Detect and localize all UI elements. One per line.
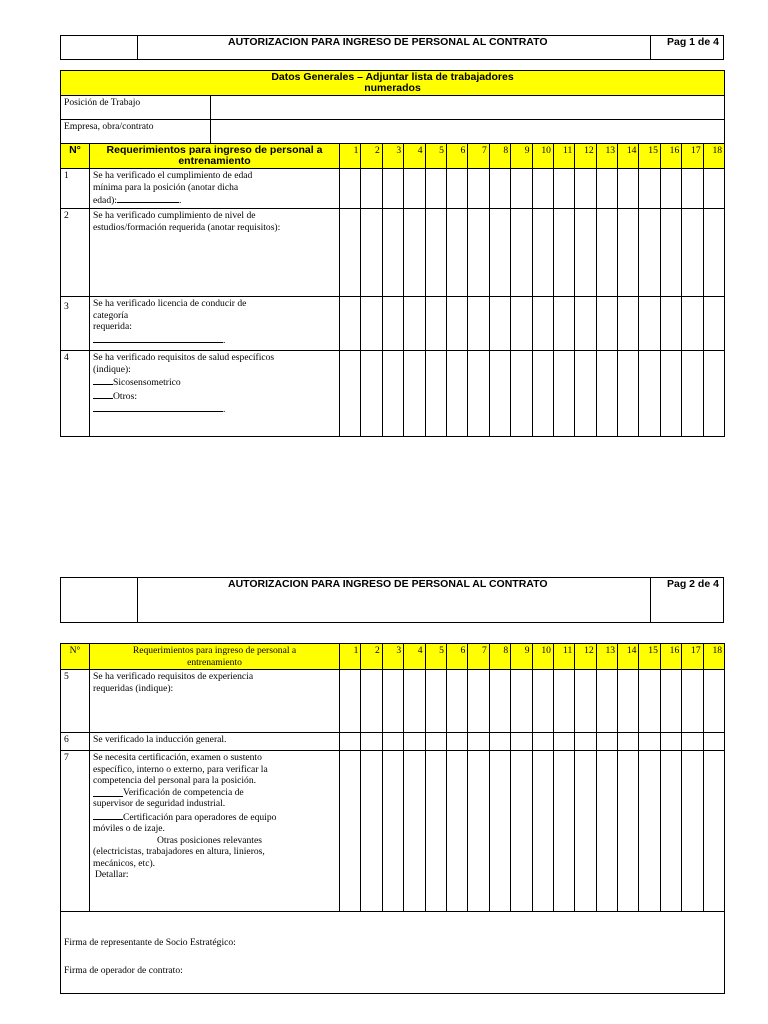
worker-check-cell-18[interactable]	[703, 670, 724, 733]
worker-col-17: 17	[682, 144, 703, 169]
row-number: 4	[61, 351, 90, 437]
worker-check-cell-2[interactable]	[361, 733, 382, 751]
requirement-text: Se ha verificado requisitos de salud específicos (indique): Sicosensometrico Otros: .	[90, 351, 340, 437]
worker-check-cell-15[interactable]	[639, 670, 660, 733]
worker-check-cell-9[interactable]	[511, 751, 532, 912]
worker-check-cell-11[interactable]	[553, 733, 574, 751]
worker-col-2: 2	[361, 644, 382, 670]
page1-requirements-table	[60, 143, 725, 437]
worker-check-cell-13[interactable]	[596, 297, 617, 351]
worker-check-cell-16[interactable]	[660, 169, 681, 209]
worker-col-3: 3	[382, 644, 403, 670]
worker-check-cell-17[interactable]	[682, 751, 703, 912]
worker-check-cell-5[interactable]	[425, 670, 446, 733]
worker-check-cell-8[interactable]	[489, 169, 510, 209]
worker-check-cell-18[interactable]	[703, 209, 724, 297]
row-number: 6	[61, 733, 90, 751]
worker-col-14: 14	[618, 144, 639, 169]
worker-check-cell-15[interactable]	[639, 209, 660, 297]
worker-check-cell-6[interactable]	[446, 670, 467, 733]
requirement-text: Se verificado la inducción general.	[90, 733, 340, 751]
worker-check-cell-5[interactable]	[425, 169, 446, 209]
worker-check-cell-2[interactable]	[361, 169, 382, 209]
worker-check-cell-15[interactable]	[639, 351, 660, 437]
page2-header-blank-cell	[61, 578, 138, 622]
worker-check-cell-10[interactable]	[532, 297, 553, 351]
worker-check-cell-5[interactable]	[425, 297, 446, 351]
worker-check-cell-17[interactable]	[682, 209, 703, 297]
worker-check-cell-17[interactable]	[682, 670, 703, 733]
worker-check-cell-9[interactable]	[511, 351, 532, 437]
worker-check-cell-8[interactable]	[489, 733, 510, 751]
worker-col-11: 11	[553, 644, 574, 670]
worker-check-cell-10[interactable]	[532, 670, 553, 733]
row-number: 5	[61, 670, 90, 733]
requirement-text: Se ha verificado requisitos de experiencia requeridas (indique):	[90, 670, 340, 733]
worker-check-cell-2[interactable]	[361, 751, 382, 912]
worker-check-cell-2[interactable]	[361, 670, 382, 733]
worker-col-14: 14	[618, 644, 639, 670]
page1-header-blank-cell	[61, 36, 138, 59]
company-field[interactable]	[211, 120, 725, 144]
worker-check-cell-13[interactable]	[596, 670, 617, 733]
worker-check-cell-14[interactable]	[618, 670, 639, 733]
requirement-text: Se ha verificado cumplimiento de nivel de estudios/formación requerida (anotar requisitos):	[90, 209, 340, 297]
row-number: 1	[61, 169, 90, 209]
worker-col-6: 6	[446, 144, 467, 169]
worker-check-cell-16[interactable]	[660, 297, 681, 351]
position-field[interactable]	[211, 96, 725, 120]
worker-check-cell-3[interactable]	[382, 169, 403, 209]
worker-check-cell-3[interactable]	[382, 751, 403, 912]
worker-check-cell-7[interactable]	[468, 297, 489, 351]
worker-check-cell-15[interactable]	[639, 169, 660, 209]
worker-check-cell-12[interactable]	[575, 751, 596, 912]
worker-check-cell-3[interactable]	[382, 297, 403, 351]
worker-check-cell-18[interactable]	[703, 169, 724, 209]
worker-check-cell-13[interactable]	[596, 169, 617, 209]
worker-check-cell-16[interactable]	[660, 751, 681, 912]
worker-check-cell-6[interactable]	[446, 751, 467, 912]
worker-col-13: 13	[596, 644, 617, 670]
worker-check-cell-14[interactable]	[618, 351, 639, 437]
page1-header	[60, 35, 724, 60]
worker-check-cell-2[interactable]	[361, 297, 382, 351]
worker-check-cell-6[interactable]	[446, 297, 467, 351]
worker-check-cell-1[interactable]	[340, 209, 361, 297]
worker-check-cell-12[interactable]	[575, 351, 596, 437]
worker-col-13: 13	[596, 144, 617, 169]
worker-check-cell-14[interactable]	[618, 209, 639, 297]
worker-check-cell-4[interactable]	[404, 169, 425, 209]
worker-check-cell-14[interactable]	[618, 169, 639, 209]
worker-check-cell-17[interactable]	[682, 351, 703, 437]
worker-check-cell-13[interactable]	[596, 733, 617, 751]
worker-check-cell-3[interactable]	[382, 209, 403, 297]
worker-col-7: 7	[468, 144, 489, 169]
worker-check-cell-16[interactable]	[660, 351, 681, 437]
page2-header	[60, 577, 724, 623]
worker-check-cell-17[interactable]	[682, 733, 703, 751]
worker-check-cell-3[interactable]	[382, 733, 403, 751]
worker-check-cell-12[interactable]	[575, 169, 596, 209]
worker-check-cell-12[interactable]	[575, 670, 596, 733]
worker-check-cell-8[interactable]	[489, 209, 510, 297]
worker-check-cell-4[interactable]	[404, 209, 425, 297]
worker-col-10: 10	[532, 644, 553, 670]
worker-col-5: 5	[425, 144, 446, 169]
col-header-no: N°	[61, 644, 90, 670]
page2-page-number: Pag 2 de 4	[667, 578, 719, 590]
worker-check-cell-4[interactable]	[404, 733, 425, 751]
worker-check-cell-5[interactable]	[425, 209, 446, 297]
worker-check-cell-10[interactable]	[532, 733, 553, 751]
col-header-requirements: Requerimientos para ingreso de personal a entrenamiento	[90, 644, 340, 670]
worker-check-cell-16[interactable]	[660, 733, 681, 751]
worker-check-cell-1[interactable]	[340, 351, 361, 437]
worker-check-cell-1[interactable]	[340, 733, 361, 751]
worker-check-cell-14[interactable]	[618, 297, 639, 351]
worker-check-cell-8[interactable]	[489, 670, 510, 733]
position-label: Posición de Trabajo	[61, 96, 211, 120]
page2-header-title: AUTORIZACION PARA INGRESO DE PERSONAL AL CONTRATO	[228, 578, 548, 590]
row-number: 7	[61, 751, 90, 912]
worker-check-cell-6[interactable]	[446, 209, 467, 297]
worker-check-cell-13[interactable]	[596, 209, 617, 297]
general-data-heading: Datos Generales – Adjuntar lista de trabajadores numerados	[61, 71, 725, 96]
worker-check-cell-4[interactable]	[404, 351, 425, 437]
worker-col-8: 8	[489, 144, 510, 169]
page1-general-table	[60, 70, 725, 144]
worker-check-cell-15[interactable]	[639, 297, 660, 351]
worker-check-cell-5[interactable]	[425, 351, 446, 437]
worker-col-6: 6	[446, 644, 467, 670]
worker-check-cell-18[interactable]	[703, 733, 724, 751]
worker-col-15: 15	[639, 144, 660, 169]
page1-header-title-cell	[138, 36, 651, 59]
worker-check-cell-1[interactable]	[340, 297, 361, 351]
worker-check-cell-12[interactable]	[575, 733, 596, 751]
worker-check-cell-12[interactable]	[575, 209, 596, 297]
worker-col-10: 10	[532, 144, 553, 169]
worker-check-cell-18[interactable]	[703, 351, 724, 437]
worker-col-9: 9	[511, 144, 532, 169]
worker-check-cell-7[interactable]	[468, 733, 489, 751]
worker-check-cell-9[interactable]	[511, 733, 532, 751]
worker-col-16: 16	[660, 144, 681, 169]
worker-col-7: 7	[468, 644, 489, 670]
worker-col-17: 17	[682, 644, 703, 670]
worker-col-12: 12	[575, 644, 596, 670]
worker-check-cell-10[interactable]	[532, 209, 553, 297]
worker-check-cell-15[interactable]	[639, 733, 660, 751]
worker-check-cell-3[interactable]	[382, 670, 403, 733]
worker-check-cell-14[interactable]	[618, 751, 639, 912]
worker-check-cell-9[interactable]	[511, 169, 532, 209]
worker-check-cell-7[interactable]	[468, 209, 489, 297]
worker-check-cell-1[interactable]	[340, 751, 361, 912]
requirement-text: Se ha verificado el cumplimiento de edad mínima para la posición (anotar dicha edad): .	[90, 169, 340, 209]
worker-col-2: 2	[361, 144, 382, 169]
page2-header-title-cell	[138, 578, 651, 622]
worker-check-cell-11[interactable]	[553, 169, 574, 209]
worker-col-1: 1	[340, 644, 361, 670]
worker-check-cell-1[interactable]	[340, 670, 361, 733]
worker-col-12: 12	[575, 144, 596, 169]
worker-col-18: 18	[703, 644, 724, 670]
worker-check-cell-2[interactable]	[361, 209, 382, 297]
worker-check-cell-4[interactable]	[404, 297, 425, 351]
worker-check-cell-18[interactable]	[703, 751, 724, 912]
worker-check-cell-15[interactable]	[639, 751, 660, 912]
col-header-requirements: Requerimientos para ingreso de personal a entrenamiento	[90, 144, 340, 169]
worker-check-cell-11[interactable]	[553, 297, 574, 351]
worker-col-8: 8	[489, 644, 510, 670]
worker-col-11: 11	[553, 144, 574, 169]
worker-check-cell-10[interactable]	[532, 351, 553, 437]
worker-check-cell-9[interactable]	[511, 209, 532, 297]
worker-check-cell-4[interactable]	[404, 751, 425, 912]
worker-check-cell-10[interactable]	[532, 751, 553, 912]
worker-col-1: 1	[340, 144, 361, 169]
worker-check-cell-6[interactable]	[446, 351, 467, 437]
worker-check-cell-11[interactable]	[553, 209, 574, 297]
col-header-no: N°	[61, 144, 90, 169]
worker-check-cell-7[interactable]	[468, 670, 489, 733]
requirement-text: Se necesita certificación, examen o sustento específico, interno o externo, para verificar la competencia del personal para la posición. Verificación de competencia de supervisor de seguridad industrial. Certificación para operadores de equipo móviles o de izaje. Otras posiciones relevantes (electricistas, trabajadores en altura, linieros, mecánicos, etc). Detallar:	[90, 751, 340, 912]
worker-check-cell-5[interactable]	[425, 751, 446, 912]
strategic-partner-signature-label: Firma de representante de Socio Estratégico:	[64, 937, 236, 948]
worker-col-5: 5	[425, 644, 446, 670]
page1-header-title: AUTORIZACION PARA INGRESO DE PERSONAL AL CONTRATO	[228, 36, 548, 48]
worker-check-cell-13[interactable]	[596, 751, 617, 912]
worker-check-cell-2[interactable]	[361, 351, 382, 437]
worker-check-cell-6[interactable]	[446, 169, 467, 209]
worker-check-cell-17[interactable]	[682, 169, 703, 209]
worker-col-9: 9	[511, 644, 532, 670]
worker-check-cell-8[interactable]	[489, 297, 510, 351]
worker-col-15: 15	[639, 644, 660, 670]
worker-check-cell-13[interactable]	[596, 351, 617, 437]
worker-check-cell-18[interactable]	[703, 297, 724, 351]
worker-check-cell-6[interactable]	[446, 733, 467, 751]
worker-check-cell-7[interactable]	[468, 169, 489, 209]
worker-check-cell-17[interactable]	[682, 297, 703, 351]
worker-check-cell-9[interactable]	[511, 297, 532, 351]
worker-col-18: 18	[703, 144, 724, 169]
worker-check-cell-16[interactable]	[660, 670, 681, 733]
company-label: Empresa, obra/contrato	[61, 120, 211, 144]
worker-col-4: 4	[404, 144, 425, 169]
row-number: 2	[61, 209, 90, 297]
worker-check-cell-11[interactable]	[553, 670, 574, 733]
worker-check-cell-8[interactable]	[489, 351, 510, 437]
worker-col-16: 16	[660, 644, 681, 670]
page1-page-number: Pag 1 de 4	[667, 36, 719, 48]
worker-check-cell-14[interactable]	[618, 733, 639, 751]
worker-check-cell-11[interactable]	[553, 351, 574, 437]
row-number: 3	[61, 297, 90, 351]
worker-check-cell-10[interactable]	[532, 169, 553, 209]
worker-col-4: 4	[404, 644, 425, 670]
signature-area	[61, 912, 725, 994]
worker-check-cell-4[interactable]	[404, 670, 425, 733]
worker-check-cell-1[interactable]	[340, 169, 361, 209]
worker-check-cell-3[interactable]	[382, 351, 403, 437]
worker-col-3: 3	[382, 144, 403, 169]
worker-check-cell-9[interactable]	[511, 670, 532, 733]
page2-requirements-table	[60, 643, 725, 994]
worker-check-cell-5[interactable]	[425, 733, 446, 751]
requirement-text: Se ha verificado licencia de conducir de categoría requerida: .	[90, 297, 340, 351]
worker-check-cell-8[interactable]	[489, 751, 510, 912]
worker-check-cell-7[interactable]	[468, 751, 489, 912]
worker-check-cell-11[interactable]	[553, 751, 574, 912]
worker-check-cell-12[interactable]	[575, 297, 596, 351]
worker-check-cell-16[interactable]	[660, 209, 681, 297]
contract-operator-signature-label: Firma de operador de contrato:	[64, 965, 183, 976]
worker-check-cell-7[interactable]	[468, 351, 489, 437]
